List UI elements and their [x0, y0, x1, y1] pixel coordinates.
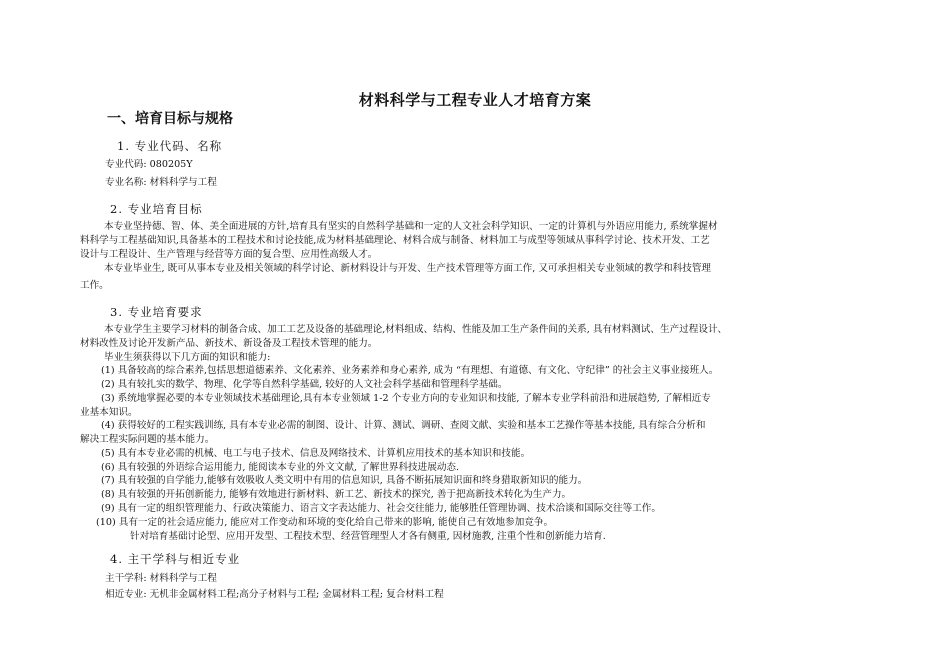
subheading-code-name: 1. 专业代码、名称	[117, 139, 223, 153]
requirement-item: (8) 具有较强的开拓创新能力, 能够有效地进行新材料、新工艺、新技术的探究, 善于把高新技术转化为生产力。	[101, 489, 572, 500]
subheading-requirements: 3. 专业培育要求	[110, 305, 203, 319]
requirements-lead: 毕业生须获得以下几方面的知识和能力:	[104, 352, 271, 363]
main-discipline: 主干学科: 材料科学与工程	[105, 573, 217, 584]
goal-paragraph-line: 设计与工程设计、生产管理与经营等方面的复合型、应用性高级人才。	[80, 249, 378, 260]
requirement-item-cont: 业基本知识。	[80, 407, 138, 418]
subheading-training-goal: 2. 专业培育目标	[110, 202, 203, 216]
requirement-item: (9) 具有一定的组织管理能力、行政决策能力、语言文字表达能力、社会交往能力, 能够胜任管理协调、技术洽谈和国际交往等工作。	[101, 503, 661, 514]
requirement-item-cont: 解决工程实际问题的基本能力。	[80, 434, 215, 445]
requirement-item: (5) 具有本专业必需的机械、电工与电子技术、信息及网络技术、计算机应用技术的基本知识和技能。	[101, 448, 531, 459]
requirements-closing: 针对培育基础讨论型、应用开发型、工程技术型、经营管理型人才各有侧重, 因材施教, 注重个性和创新能力培育.	[130, 531, 606, 542]
major-code: 专业代码: 080205Y	[105, 159, 193, 170]
requirement-item: (2) 具有较扎实的数学、物理、化学等自然科学基础, 较好的人文社会科学基础和管理科学基础。	[101, 379, 508, 390]
goal-paragraph-line: 本专业坚持德、智、体、美全面进展的方针,培育具有坚实的自然科学基础和一定的人文社会科学知识、一定的计算机与外语应用能力, 系统掌握材	[104, 221, 718, 232]
major-name: 专业名称: 材料科学与工程	[105, 177, 217, 188]
requirements-intro-line: 本专业学生主要学习材料的制备合成、加工工艺及设备的基础理论,材料组成、结构、性能及加工生产条件间的关系, 具有材料测试、生产过程设计、	[104, 324, 728, 335]
subheading-disciplines: 4. 主干学科与相近专业	[110, 552, 241, 566]
requirement-item: (1) 具备较高的综合素养,包括思想道德素养、文化素养、业务素养和身心素养, 成为 “有理想、有道德、有文化、守纪律” 的社会主义事业接班人。	[101, 365, 719, 376]
requirements-intro-line: 材料改性及讨论开发新产品、新技术、新设备及工程技术管理的能力。	[80, 338, 378, 349]
graduate-paragraph-line: 本专业毕业生, 既可从事本专业及相关领域的科学讨论、新材料设计与开发、生产技术管理等方面工作, 又可承担相关专业领域的教学和科技管理	[104, 263, 712, 274]
document-title: 材料科学与工程专业人才培育方案	[358, 91, 592, 109]
requirement-item: (4) 获得较好的工程实践训练, 具有本专业必需的制图、设计、计算、测试、调研、查阅文献、实验和基本工艺操作等基本技能, 具有综合分析和	[101, 420, 706, 431]
requirement-item: (6) 具有较强的外语综合运用能力, 能阅读本专业的外文文献, 了解世界科技进展动态.	[101, 462, 460, 473]
graduate-paragraph-line: 工作。	[80, 280, 109, 291]
requirement-item: (10) 具有一定的社会适应能力, 能应对工作变动和环境的变化给自己带来的影响, 能使自己有效地参加竞争。	[96, 517, 554, 528]
related-majors: 相近专业: 无机非金属材料工程;高分子材料与工程; 金属材料工程; 复合材料工程	[105, 589, 444, 600]
goal-paragraph-line: 料科学与工程基础知识,具备基本的工程技术和讨论技能,成为材料基础理论、材料合成与制备、材料加工与成型等领域从事科学讨论、技术开发、工艺	[80, 235, 710, 246]
section-heading-goals: 一、培育目标与规格	[107, 111, 233, 127]
requirement-item: (3) 系统地掌握必要的本专业领域技术基础理论,具有本专业领域 1-2 个专业方向的专业知识和技能, 了解本专业学科前沿和进展趋势, 了解相近专	[101, 393, 711, 404]
requirement-item: (7) 具有较强的自学能力,能够有效吸收人类文明中有用的信息知识, 具备不断拓展知识面和终身猎取新知识的能力。	[101, 475, 588, 486]
